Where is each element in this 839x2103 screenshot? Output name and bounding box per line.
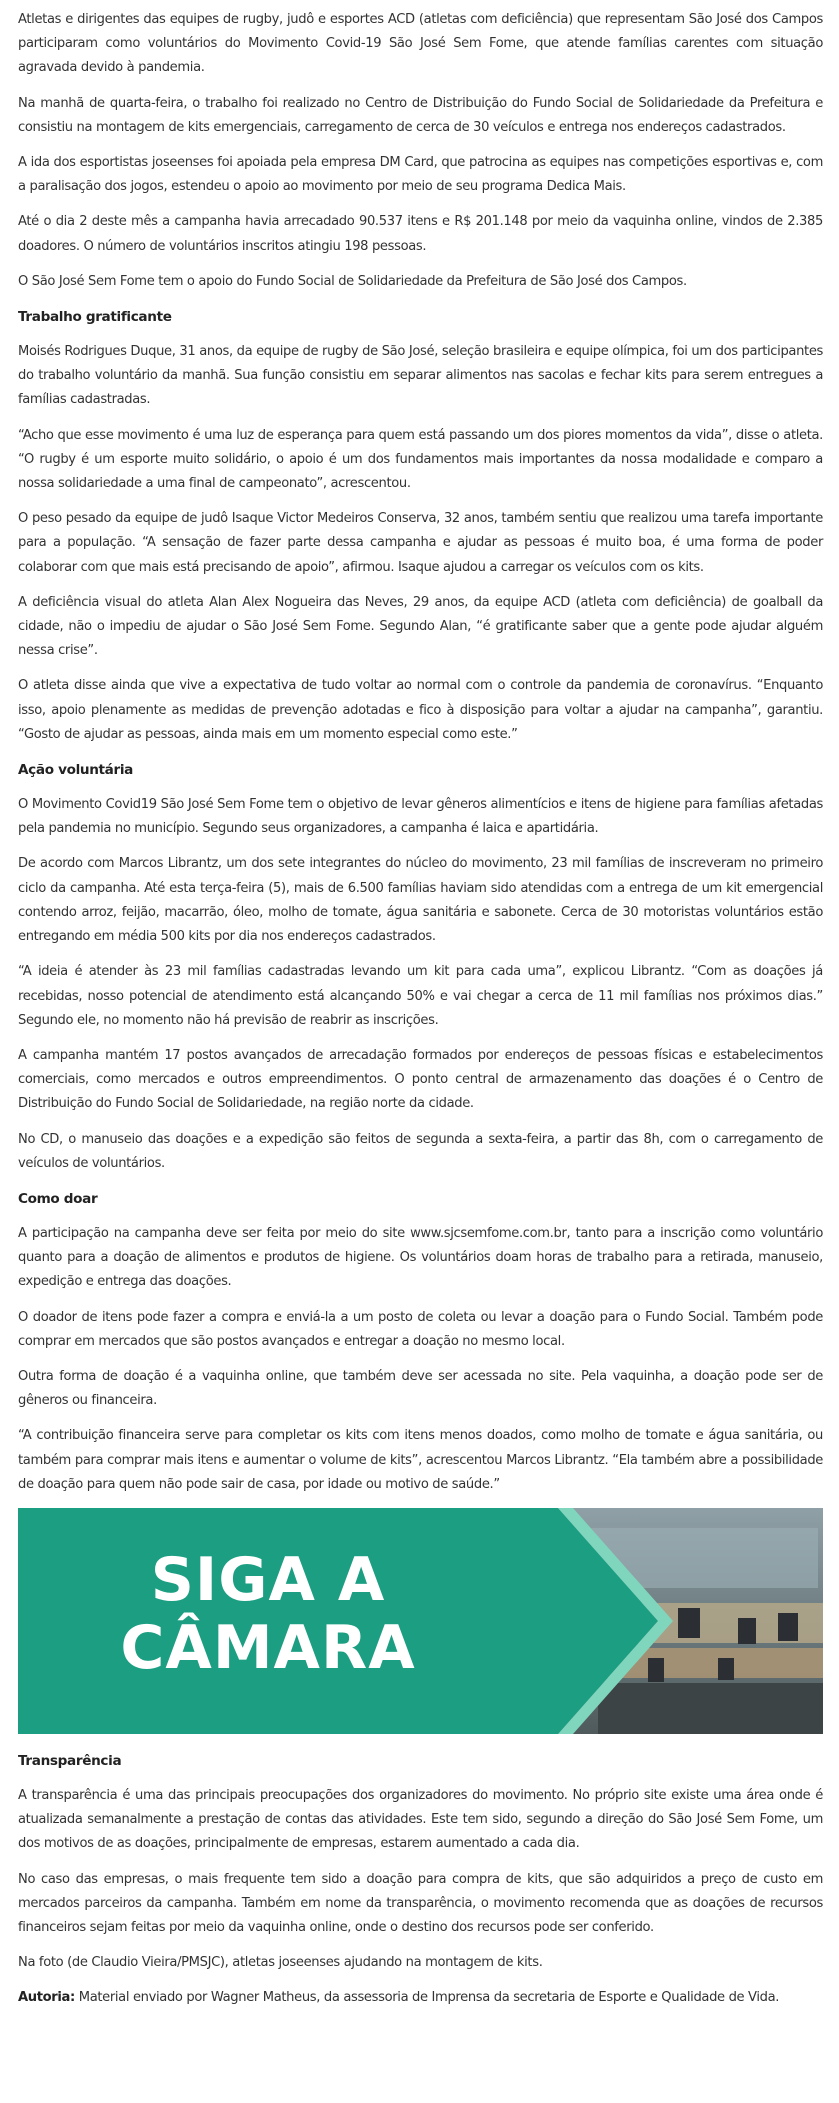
author-text: Material enviado por Wagner Matheus, da assessoria de Imprensa da secretaria de Esporte e Qualidade de Vida. — [74, 1990, 780, 2006]
paragraph: A ida dos esportistas joseenses foi apoiada pela empresa DM Card, que patrocina as equipes nas competições esportivas e, com a paralisação dos jogos, estendeu o apoio ao movimento por meio de seu programa Dedica Mais. — [18, 155, 823, 195]
paragraph: O São José Sem Fome tem o apoio do Fundo Social de Solidariedade da Prefeitura de São José dos Campos. — [18, 273, 687, 289]
paragraph: A campanha mantém 17 postos avançados de arrecadação formados por endereços de pessoas físicas e estabelecimentos comerciais, como mercados e outros empreendimentos. O ponto central de armazenamento das doações é o Centro de Distribuição do Fundo Social de Solidariedade, na região norte da cidade. — [18, 1047, 823, 1112]
author-credit — [18, 1986, 823, 2010]
paragraph: A deficiência visual do atleta Alan Alex Nogueira das Neves, 29 anos, da equipe ACD (atleta com deficiência) de goalball da cidade, não o impediu de ajudar o São José Sem Fome. Segundo Alan, “é gratificante saber que a gente pode ajudar alguém nessa crise”. — [18, 594, 823, 659]
paragraph: No CD, o manuseio das doações e a expedição são feitos de segunda a sexta-feira, a partir das 8h, com o carregamento de veículos de voluntários. — [18, 1131, 823, 1171]
section-heading-transparencia: Transparência — [18, 1752, 122, 1769]
paragraph: O peso pesado da equipe de judô Isaque Victor Medeiros Conserva, 32 anos, também sentiu que realizou uma tarefa importante para a população. “A sensação de fazer parte dessa campanha e ajudar as pessoas é muito boa, é uma forma de poder colaborar com que mais está precisando de apoio”, afirmou. Isaque ajudou a carregar os veículos com os kits. — [18, 511, 823, 575]
section-heading-como-doar: Como doar — [18, 1190, 98, 1207]
paragraph: “A contribuição financeira serve para completar os kits com itens menos doados, como molho de tomate e água sanitária, ou também para comprar mais itens e aumentar o volume de kits”, acrescentou Marcos Librantz. “Ela também abre a possibilidade de doação para quem não pode sair de casa, por idade ou motivo de saúde.” — [18, 1428, 823, 1492]
paragraph: O doador de itens pode fazer a compra e enviá-la a um posto de coleta ou levar a doação para o Fundo Social. Também pode comprar em mercados que são postos avançados e entregar a doação no mesmo local. — [18, 1309, 823, 1349]
paragraph: De acordo com Marcos Librantz, um dos sete integrantes do núcleo do movimento, 23 mil famílias de inscreveram no primeiro ciclo da campanha. Até esta terça-feira (5), mais de 6.500 famílias haviam sido atendidas com a entrega de um kit emergencial contendo arroz, feijão, macarrão, óleo, molho de tomate, água sanitária e sabonete. Cerca de 30 motoristas voluntários estão entregando em média 500 kits por dia nos endereços cadastrados. — [18, 856, 823, 945]
section-heading-acao: Ação voluntária — [18, 762, 133, 779]
paragraph: Na manhã de quarta-feira, o trabalho foi realizado no Centro de Distribuição do Fundo Social de Solidariedade da Prefeitura e consistiu na montagem de kits emergenciais, carregamento de cerca de 30 veículos e entrega nos endereços cadastrados. — [18, 95, 823, 135]
paragraph: Até o dia 2 deste mês a campanha havia arrecadado 90.537 itens e R$ 201.148 por meio da vaquinha online, vindos de 2.385 doadores. O número de voluntários inscritos atingiu 198 pessoas. — [18, 214, 823, 254]
banner-line-2: CÂMARA — [120, 1612, 416, 1683]
paragraph: Outra forma de doação é a vaquinha online, que também deve ser acessada no site. Pela vaquinha, a doação pode ser de gêneros ou financeira. — [18, 1368, 823, 1409]
paragraph: A participação na campanha deve ser feita por meio do site www.sjcsemfome.com.br, tanto para a inscrição como voluntário quanto para a doação de alimentos e produtos de higiene. Os voluntários doam horas de trabalho para a retirada, manuseio, expedição e entrega das doações. — [18, 1225, 823, 1290]
siga-a-camara-banner[interactable] — [18, 1508, 823, 1734]
section-heading-trabalho: Trabalho gratificante — [18, 309, 172, 326]
photo-caption: Na foto (de Claudio Vieira/PMSJC), atletas joseenses ajudando na montagem de kits. — [18, 1955, 543, 1971]
paragraph: Atletas e dirigentes das equipes de rugby, judô e esportes ACD (atletas com deficiência) que representam São José dos Campos participaram como voluntários do Movimento Covid-19 São José Sem Fome, que atende famílias carentes com situação agravada devido à pandemia. — [18, 12, 823, 76]
paragraph: No caso das empresas, o mais frequente tem sido a doação para compra de kits, que são adquiridos a preço de custo em mercados parceiros da campanha. Também em nome da transparência, o movimento recomenda que as doações de recursos financeiros sejam feitas por meio da vaquinha online, onde o destino dos recursos pode ser conferido. — [18, 1871, 823, 1935]
banner-line-1: SIGA A — [150, 1544, 386, 1615]
paragraph: “A ideia é atender às 23 mil famílias cadastradas levando um kit para cada uma”, explicou Librantz. “Com as doações já recebidas, nosso potencial de atendimento está alcançando 50% e vai chegar a cerca de 11 mil famílias nos próximos dias.” Segundo ele, no momento não há previsão de reabrir as inscrições. — [18, 964, 823, 1028]
paragraph: A transparência é uma das principais preocupações dos organizadores do movimento. No próprio site existe uma área onde é atualizada semanalmente a prestação de contas das atividades. Este tem sido, segundo a direção do São José Sem Fome, um dos motivos de as doações, principalmente de empresas, estarem aumentado a cada dia. — [18, 1787, 823, 1852]
paragraph: O atleta disse ainda que vive a expectativa de tudo voltar ao normal com o controle da pandemia de coronavírus. “Enquanto isso, apoio plenamente as medidas de prevenção adotadas e fico à disposição para voltar a ajudar na campanha”, garantiu. “Gosto de ajudar as pessoas, ainda mais em um momento especial como este.” — [18, 678, 823, 742]
paragraph: “Acho que esse movimento é uma luz de esperança para quem está passando um dos piores momentos da vida”, disse o atleta. “O rugby é um esporte muito solidário, o apoio é um dos fundamentos mais importantes da nossa modalidade e comparo a nossa solidariedade a uma final de campeonato”, acrescentou. — [18, 427, 823, 492]
banner-title — [18, 1546, 518, 1682]
paragraph: Moisés Rodrigues Duque, 31 anos, da equipe de rugby de São José, seleção brasileira e equipe olímpica, foi um dos participantes do trabalho voluntário da manhã. Sua função consistiu em separar alimentos nas sacolas e fechar kits para serem entregues a famílias cadastradas. — [18, 344, 823, 408]
article-body — [18, 8, 823, 2022]
paragraph: O Movimento Covid19 São José Sem Fome tem o objetivo de levar gêneros alimentícios e itens de higiene para famílias afetadas pela pandemia no município. Segundo seus organizadores, a campanha é laica e apartidária. — [18, 797, 823, 837]
author-label: Autoria: — [18, 1990, 75, 2006]
